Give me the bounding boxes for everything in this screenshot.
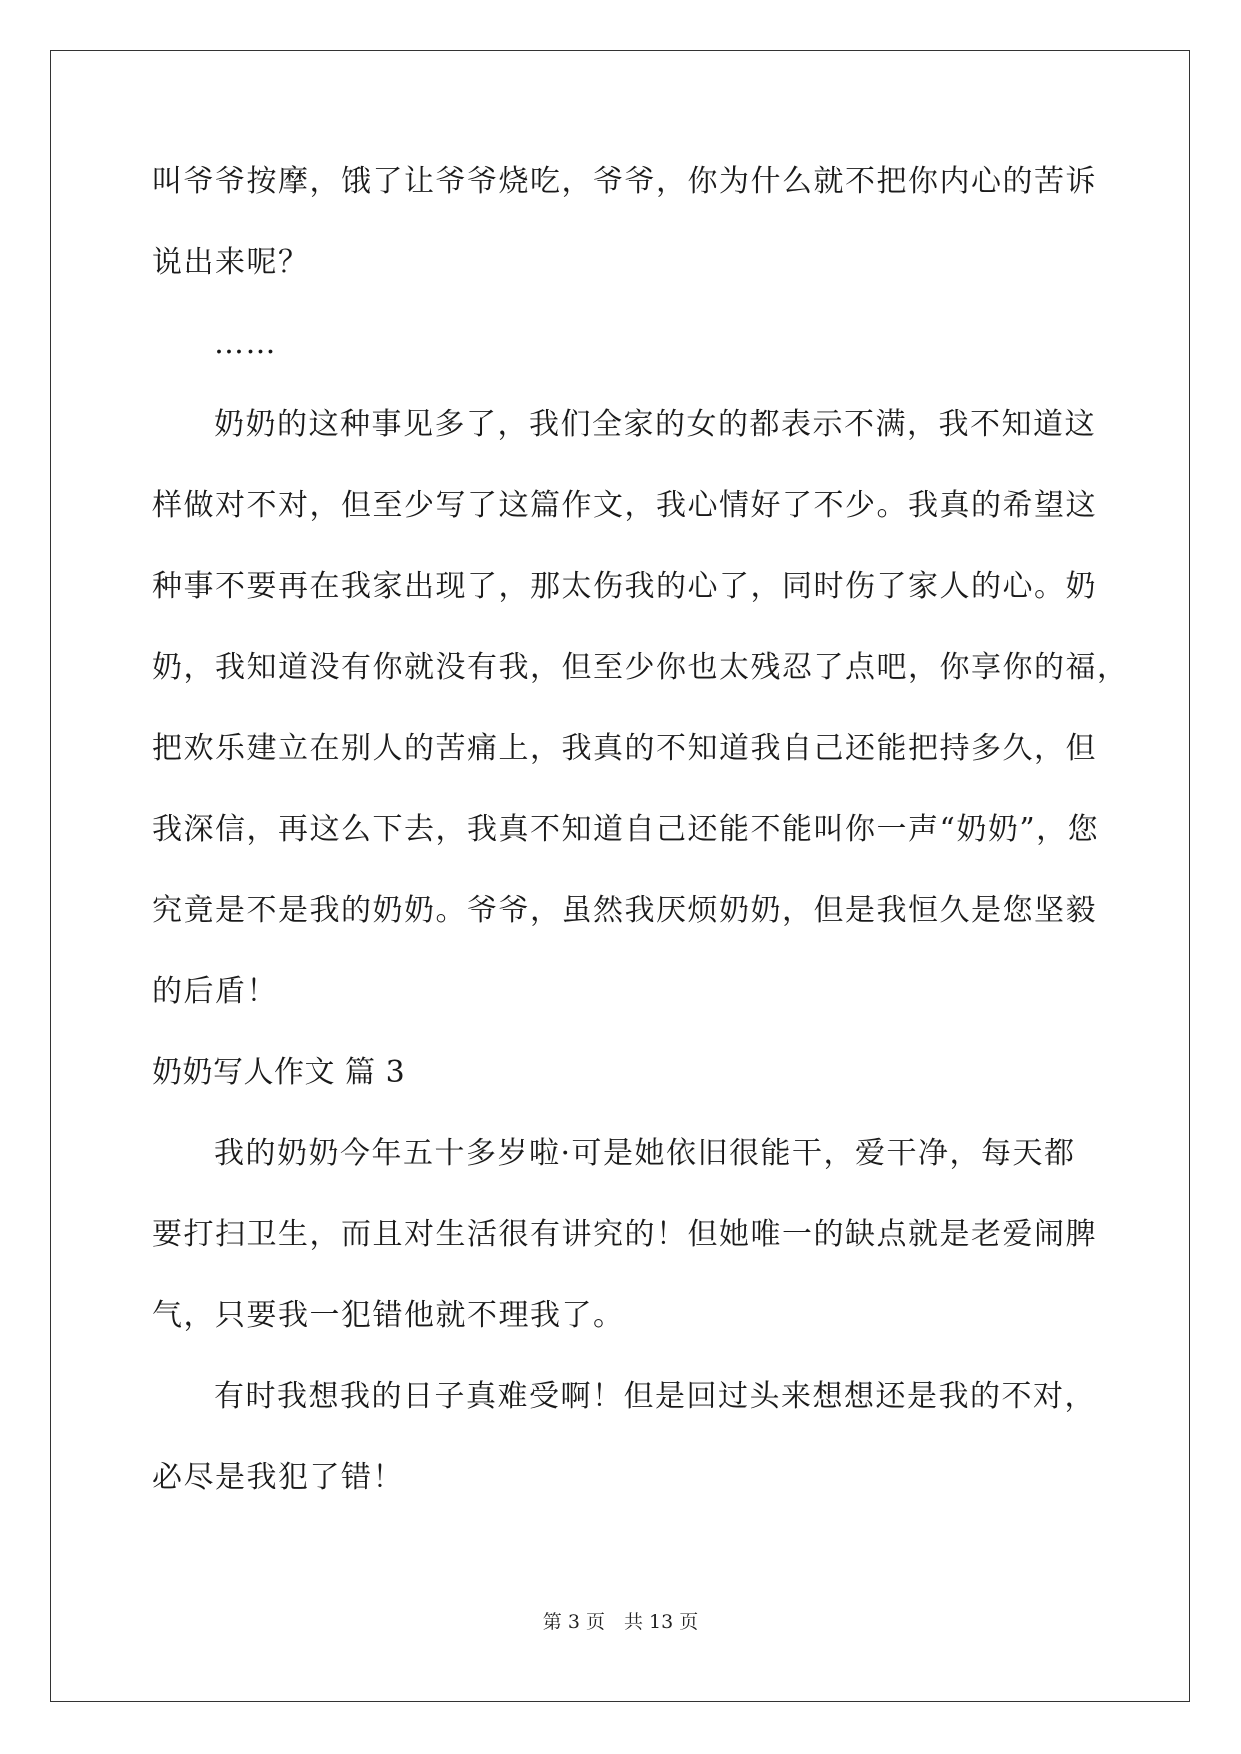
paragraph-start: 奶奶的这种事见多了，我们全家的女的都表示不满，我不知道这 [214,407,1096,442]
section-heading: 奶奶写人作文 篇 3 [152,1055,406,1090]
text-line: 必尽是我犯了错！ [152,1460,404,1495]
document-body [152,162,1129,1539]
text-line: 要打扫卫生，而且对生活很有讲究的！但她唯一的缺点就是老爱闹脾 [152,1217,1097,1252]
text-line: 的后盾！ [152,974,278,1009]
text-line: 气，只要我一犯错他就不理我了。 [152,1298,625,1333]
text-line: 说出来呢？ [152,245,310,280]
page-number-footer: 第 3 页 共 13 页 [542,1611,699,1633]
paragraph-start: 有时我想我的日子真难受啊！但是回过头来想想还是我的不对， [214,1379,1096,1414]
text-line: 样做对不对，但至少写了这篇作文，我心情好了不少。我真的希望这 [152,488,1097,523]
text-line: 我深信，再这么下去，我真不知道自己还能不能叫你一声“奶奶”，您 [152,812,1100,847]
paragraph-start: 我的奶奶今年五十多岁啦·可是她依旧很能干，爱干净，每天都 [214,1136,1076,1171]
text-line: 种事不要再在我家出现了，那太伤我的心了，同时伤了家人的心。奶 [152,569,1097,604]
text-line: 把欢乐建立在别人的苦痛上，我真的不知道我自己还能把持多久，但 [152,731,1097,766]
text-line: 奶，我知道没有你就没有我，但至少你也太残忍了点吧，你享你的福， [152,650,1129,685]
text-line: 究竟是不是我的奶奶。爷爷，虽然我厌烦奶奶，但是我恒久是您坚毅 [152,893,1097,928]
ellipsis-line: …… [214,326,277,361]
text-line: 叫爷爷按摩，饿了让爷爷烧吃，爷爷，你为什么就不把你内心的苦诉 [152,164,1097,199]
